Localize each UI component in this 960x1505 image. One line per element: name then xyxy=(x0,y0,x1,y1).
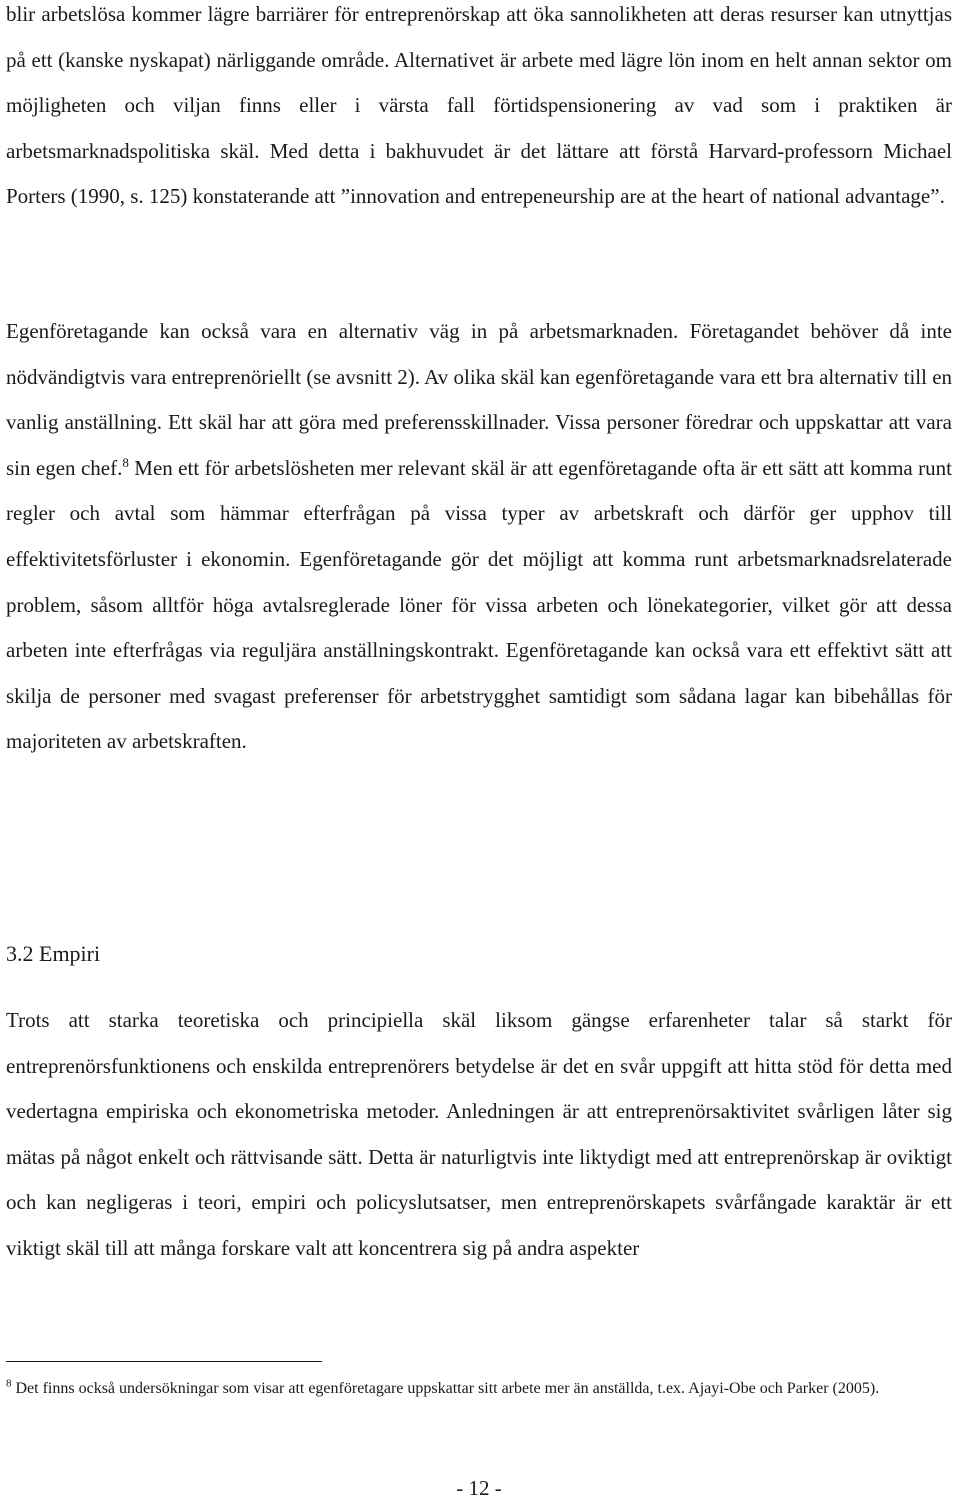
footnote-marker: 8 xyxy=(6,1377,12,1390)
body-paragraph-1: blir arbetslösa kommer lägre barriärer för entreprenörskap att öka sannolikheten att deras resurser kan utnyttjas på ett (kanske nyskapat) närliggande område. Alternativet är arbete med lägre lön inom en helt annan sektor om möjligheten och viljan finns eller i värsta fall förtidspensionering av vad som i praktiken är arbetsmarknadspolitiska skäl. Med detta i bakhuvudet är det lättare att förstå Harvard-professorn Michael Porters (1990, s. 125) konstaterande att ”innovation and entrepeneurship are at the heart of national advantage”. xyxy=(6,2,952,209)
body-paragraph-3: Trots att starka teoretiska och principiella skäl liksom gängse erfarenheter talar så starkt för entreprenörsfunktionens och enskilda entreprenörers betydelse är det en svår uppgift att hitta stöd för detta med vedertagna empiriska och ekonometriska metoder. Anledningen är att entreprenörsaktivitet svårligen låter sig mätas på något enkelt och rättvisande sätt. Detta är naturligtvis inte liktydigt med att entreprenörskap är oviktigt och kan negligeras i teori, empiri och policyslutsatser, men entreprenörskapets svårfångade karaktär är ett viktigt skäl till att många forskare valt att koncentrera sig på andra aspekter xyxy=(6,1008,952,1260)
section-heading-empiri: 3.2 Empiri xyxy=(6,941,101,966)
footnote-text: Det finns också undersökningar som visar att egenföretagare uppskattar sitt arbete mer än anställda, t.ex. Ajayi-Obe och Parker (2005). xyxy=(11,1380,880,1397)
page-number: - 12 - xyxy=(456,1476,502,1500)
paragraph-2-text-a: Egenföretagande kan också vara en alternativ väg in på arbetsmarknaden. Företagandet behöver då inte nödvändigtvis vara entreprenöriellt (se avsnitt 2). Av olika skäl kan egenföretagande vara ett bra alternativ till en vanlig anställning. Ett skäl har att göra med preferensskillnader. Vissa personer föredrar och uppskattar att vara sin egen chef. xyxy=(6,319,953,480)
paragraph-2-text-b: Men ett för arbetslösheten mer relevant skäl är att egenföretagande ofta är ett sätt att komma runt regler och avtal som hämmar efterfrågan på vissa typer av arbetskraft och därför ger upphov till effektivitetsförluster i ekonomin. Egenföretagande gör det möjligt att komma runt arbetsmarknadsrelaterade problem, såsom alltför höga avtalsreglerade löner för vissa arbeten och lönekategorier, vilket gör att dessa arbeten inte efterfrågas via reguljära anställningskontrakt. Egenföretagande kan också vara ett effektivt sätt att skilja de personer med svagast preferenser för arbetstrygghet samtidigt som sådana lagar kan bibehållas för majoriteten av arbetskraften. xyxy=(6,455,952,754)
footnote-8 xyxy=(6,1375,952,1403)
body-paragraph-2 xyxy=(6,309,952,765)
footnote-divider xyxy=(6,1361,322,1362)
footnote-reference-8[interactable]: 8 xyxy=(122,454,129,470)
